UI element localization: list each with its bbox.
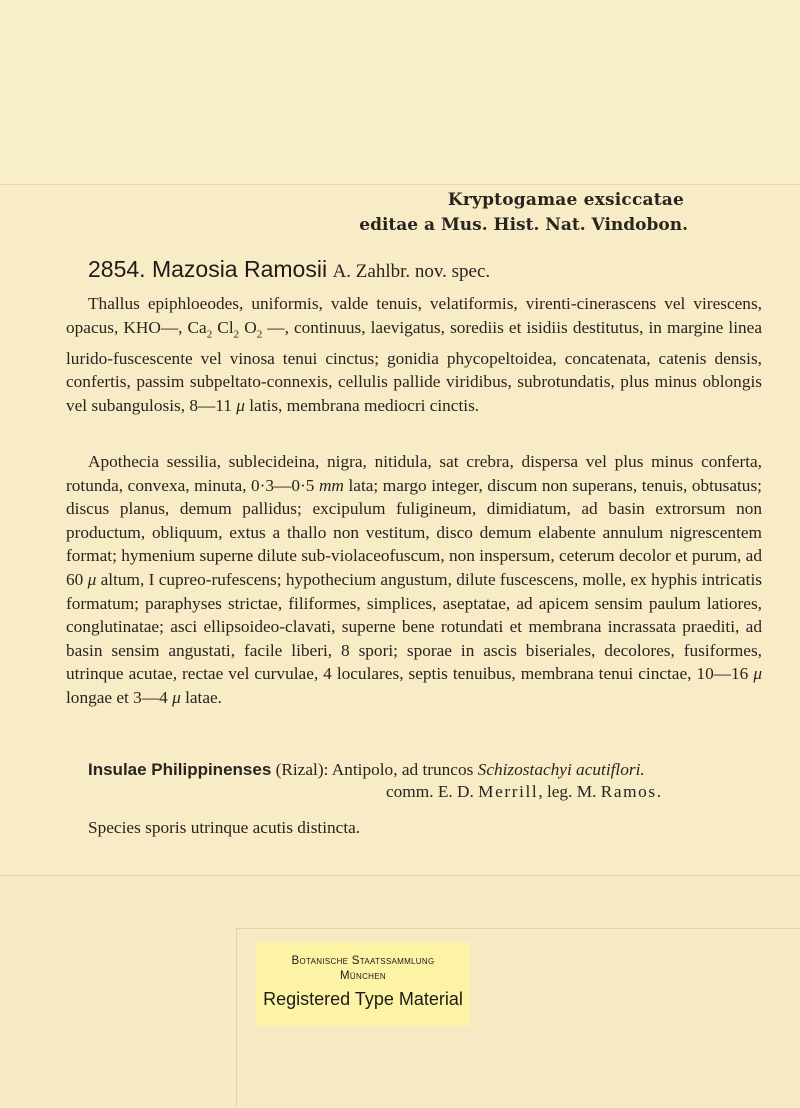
- species-note: Species sporis utrinque acutis distincta.: [88, 818, 361, 837]
- species-number-name: 2854. Mazosia Ramosii: [88, 256, 328, 282]
- stamp-type-label: Registered Type Material: [263, 989, 463, 1009]
- type-material-stamp: [256, 942, 470, 1026]
- communicator-name: Merrill: [478, 782, 539, 801]
- collector-name: Ramos.: [600, 782, 663, 801]
- host-plant: Schizostachyi acutiflori.: [477, 760, 645, 779]
- series-publisher: editae a Mus. Hist. Nat. Vindobon.: [359, 215, 688, 235]
- species-author: A. Zahlbr. nov. spec.: [332, 261, 491, 282]
- collector-line: comm. E. D. Merrill, leg. M. Ramos.: [386, 782, 663, 801]
- locality-region: Insulae Philippinenses: [88, 760, 272, 779]
- locality-line: Insulae Philippinenses (Rizal): Antipolo, ad truncos Schizostachyi acutiflori.: [88, 760, 645, 779]
- stamp-organization: Botanische Staatssammlung: [291, 955, 435, 967]
- stamp-city: München: [340, 970, 386, 982]
- herbarium-sheet-top: [0, 0, 800, 184]
- species-heading: [88, 256, 490, 283]
- apothecia-description: Apothecia sessilia, sublecideina, nigra, nitidula, sat crebra, dispersa vel plus minus conferta, rotunda, convexa, minuta, 0·3—0·5 mm lata; margo integer, discum non superans, tenuis, obtusatus; discus planus, demum pallidus; excipulum fuligineum, dimidiatum, ad basin extrorsum non productum, obliquum, extus a thallo non vestitum, disco demum elabente annulum nigrescentem format; hymenium superne dilute sub-violaceofuscum, non inspersum, ceterum decolor et purum, ad 60 μ altum, I cupreo-rufescens; hypothecium angustum, dilute fuscescens, molle, ex hyphis intricatis formatum; paraphyses strictae, filiformes, simplices, aseptatae, ad apicem sensim paulum latiores, conglutinatae; asci ellipsoideo-clavati, superne bene rotundati et membrana incrassata praediti, ad basin sensim angustati, facile liberi, 8 spori; sporae in ascis biseriales, decolores, fusiformes, utrinque acutae, rectae vel curvulae, 4 loculares, septis tenuibus, membrana tenui cinctae, 10—16 μ longae et 3—4 μ latae.: [66, 452, 762, 707]
- thallus-description: Thallus epiphloeodes, uniformis, valde tenuis, velatiformis, virenti-cinerascens vel virescens, opacus, KHO—, $Ca_2$ $Cl_2$ $O_2$ —, continuus, laevigatus, sorediis et isidiis destitutus, in margine linea lurido-fuscescente vel vinosa tenui cinctus; gonidia phycopeltoidea, concatenata, catenis densis, confertis, passim subpeltato-connexis, cellulis pallide viridibus, subrotundatis, plus minus oblongis vel subangulosis, 8—11 μ latis, membrana mediocri cinctis.: [66, 294, 762, 415]
- series-title: Kryptogamae exsiccatae: [447, 190, 684, 210]
